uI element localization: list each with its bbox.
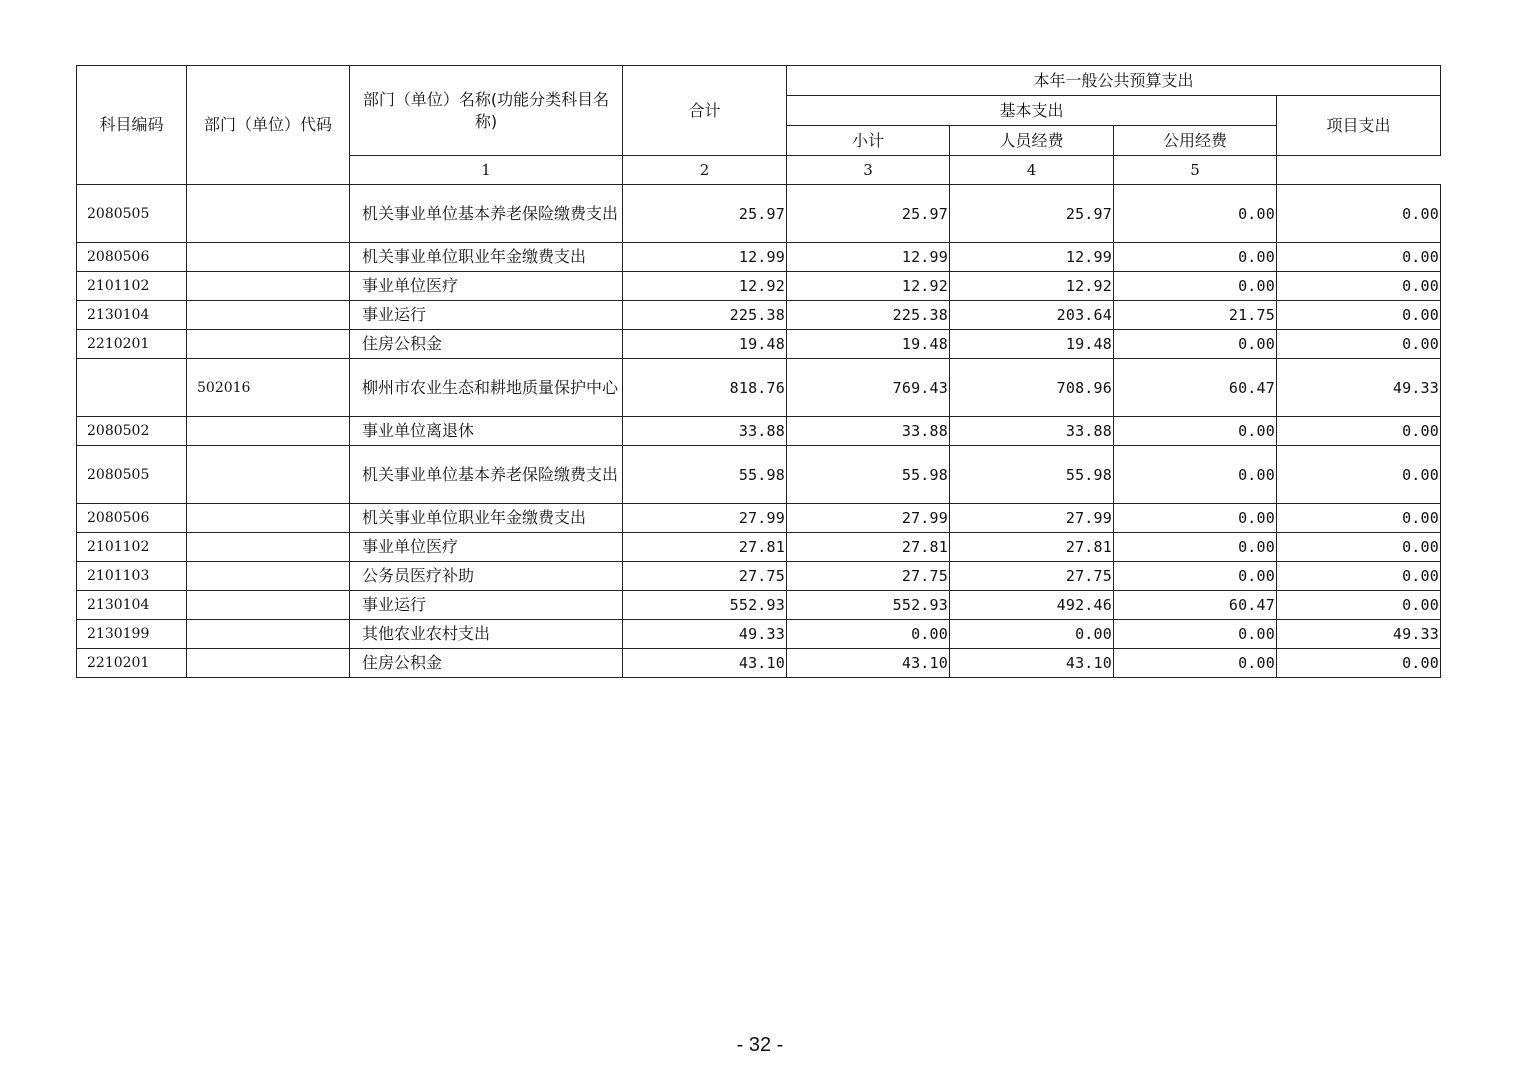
- cell-name: 事业运行: [350, 301, 623, 330]
- cell-subject-code: 2080505: [77, 185, 187, 243]
- table-row: [77, 185, 1441, 243]
- cell-personnel: 25.97: [950, 185, 1114, 243]
- cell-public: 0.00: [1114, 562, 1277, 591]
- table-row: [77, 330, 1441, 359]
- cell-project: 0.00: [1277, 591, 1441, 620]
- cell-name: 机关事业单位职业年金缴费支出: [350, 504, 623, 533]
- cell-project: 0.00: [1277, 185, 1441, 243]
- cell-project: 0.00: [1277, 301, 1441, 330]
- cell-personnel: 0.00: [950, 620, 1114, 649]
- cell-personnel: 12.99: [950, 243, 1114, 272]
- cell-dept-code: [187, 562, 350, 591]
- cell-public: 0.00: [1114, 446, 1277, 504]
- table-row: [77, 533, 1441, 562]
- cell-subtotal: 27.75: [787, 562, 950, 591]
- table-row: [77, 446, 1441, 504]
- table-row: [77, 243, 1441, 272]
- cell-personnel: 33.88: [950, 417, 1114, 446]
- cell-total: 225.38: [623, 301, 787, 330]
- cell-project: 0.00: [1277, 562, 1441, 591]
- cell-dept-code: [187, 620, 350, 649]
- cell-personnel: 19.48: [950, 330, 1114, 359]
- cell-total: 27.99: [623, 504, 787, 533]
- cell-public: 0.00: [1114, 243, 1277, 272]
- header-index-4: 4: [950, 156, 1114, 185]
- cell-public: 60.47: [1114, 359, 1277, 417]
- cell-public: 0.00: [1114, 533, 1277, 562]
- cell-public: 60.47: [1114, 591, 1277, 620]
- header-subject-code: 科目编码: [77, 66, 187, 185]
- cell-total: 27.81: [623, 533, 787, 562]
- header-index-3: 3: [787, 156, 950, 185]
- header-project-expenditure: 项目支出: [1277, 96, 1441, 156]
- cell-name: 机关事业单位基本养老保险缴费支出: [350, 185, 623, 243]
- cell-subject-code: [77, 359, 187, 417]
- table-row: [77, 562, 1441, 591]
- cell-dept-code: [187, 272, 350, 301]
- header-basic-expenditure-group: 基本支出: [787, 96, 1277, 126]
- cell-name: 住房公积金: [350, 649, 623, 678]
- cell-total: 55.98: [623, 446, 787, 504]
- cell-name: 住房公积金: [350, 330, 623, 359]
- cell-project: 0.00: [1277, 446, 1441, 504]
- cell-public: 0.00: [1114, 649, 1277, 678]
- cell-subject-code: 2210201: [77, 330, 187, 359]
- cell-subject-code: 2130104: [77, 301, 187, 330]
- cell-subtotal: 769.43: [787, 359, 950, 417]
- cell-personnel: 12.92: [950, 272, 1114, 301]
- cell-total: 818.76: [623, 359, 787, 417]
- cell-public: 0.00: [1114, 417, 1277, 446]
- cell-subtotal: 225.38: [787, 301, 950, 330]
- cell-personnel: 492.46: [950, 591, 1114, 620]
- cell-subject-code: 2130104: [77, 591, 187, 620]
- table-row-dept-total: [77, 359, 1441, 417]
- header-subtotal: 小计: [787, 126, 950, 156]
- cell-project: 0.00: [1277, 272, 1441, 301]
- cell-name: 机关事业单位职业年金缴费支出: [350, 243, 623, 272]
- table-row: [77, 417, 1441, 446]
- cell-public: 0.00: [1114, 620, 1277, 649]
- cell-personnel: 55.98: [950, 446, 1114, 504]
- header-index-2: 2: [623, 156, 787, 185]
- table-row: [77, 272, 1441, 301]
- cell-name: 柳州市农业生态和耕地质量保护中心: [350, 359, 623, 417]
- cell-personnel: 27.81: [950, 533, 1114, 562]
- cell-dept-code: [187, 301, 350, 330]
- cell-name: 公务员医疗补助: [350, 562, 623, 591]
- cell-total: 25.97: [623, 185, 787, 243]
- budget-expenditure-table: [76, 65, 1441, 678]
- cell-total: 33.88: [623, 417, 787, 446]
- cell-public: 0.00: [1114, 330, 1277, 359]
- cell-subtotal: 43.10: [787, 649, 950, 678]
- header-total: 合计: [623, 66, 787, 156]
- cell-subject-code: 2080502: [77, 417, 187, 446]
- cell-dept-code: [187, 417, 350, 446]
- header-index-5: 5: [1114, 156, 1277, 185]
- cell-dept-code: [187, 330, 350, 359]
- cell-name: 机关事业单位基本养老保险缴费支出: [350, 446, 623, 504]
- cell-subject-code: 2080506: [77, 504, 187, 533]
- cell-dept-code: [187, 504, 350, 533]
- cell-personnel: 203.64: [950, 301, 1114, 330]
- header-dept-name: 部门（单位）名称(功能分类科目名称): [350, 66, 623, 156]
- header-public-cost: 公用经费: [1114, 126, 1277, 156]
- cell-subject-code: 2210201: [77, 649, 187, 678]
- cell-total: 552.93: [623, 591, 787, 620]
- cell-project: 0.00: [1277, 533, 1441, 562]
- table-row: [77, 591, 1441, 620]
- cell-subtotal: 552.93: [787, 591, 950, 620]
- cell-total: 27.75: [623, 562, 787, 591]
- cell-personnel: 708.96: [950, 359, 1114, 417]
- cell-subject-code: 2101102: [77, 272, 187, 301]
- cell-subtotal: 25.97: [787, 185, 950, 243]
- cell-total: 12.92: [623, 272, 787, 301]
- table-row: [77, 620, 1441, 649]
- cell-personnel: 27.75: [950, 562, 1114, 591]
- cell-project: 0.00: [1277, 330, 1441, 359]
- cell-total: 12.99: [623, 243, 787, 272]
- cell-dept-code: [187, 533, 350, 562]
- cell-subtotal: 55.98: [787, 446, 950, 504]
- header-annual-budget-group: 本年一般公共预算支出: [787, 66, 1441, 96]
- cell-dept-code: [187, 591, 350, 620]
- cell-dept-code: 502016: [187, 359, 350, 417]
- cell-project: 49.33: [1277, 620, 1441, 649]
- cell-subtotal: 0.00: [787, 620, 950, 649]
- cell-total: 43.10: [623, 649, 787, 678]
- cell-subject-code: 2130199: [77, 620, 187, 649]
- table-row: [77, 504, 1441, 533]
- table-body: [77, 185, 1441, 678]
- cell-dept-code: [187, 446, 350, 504]
- cell-project: 0.00: [1277, 417, 1441, 446]
- cell-public: 21.75: [1114, 301, 1277, 330]
- cell-total: 49.33: [623, 620, 787, 649]
- header-index-1: 1: [350, 156, 623, 185]
- cell-subtotal: 12.92: [787, 272, 950, 301]
- cell-dept-code: [187, 185, 350, 243]
- cell-public: 0.00: [1114, 185, 1277, 243]
- cell-project: 0.00: [1277, 243, 1441, 272]
- cell-project: 0.00: [1277, 504, 1441, 533]
- cell-dept-code: [187, 243, 350, 272]
- cell-subject-code: 2080505: [77, 446, 187, 504]
- cell-project: 49.33: [1277, 359, 1441, 417]
- cell-name: 事业单位离退休: [350, 417, 623, 446]
- cell-public: 0.00: [1114, 272, 1277, 301]
- cell-subtotal: 33.88: [787, 417, 950, 446]
- table-row: [77, 301, 1441, 330]
- header-dept-code: 部门（单位）代码: [187, 66, 350, 185]
- cell-personnel: 27.99: [950, 504, 1114, 533]
- cell-subtotal: 12.99: [787, 243, 950, 272]
- cell-name: 事业单位医疗: [350, 272, 623, 301]
- cell-project: 0.00: [1277, 649, 1441, 678]
- cell-total: 19.48: [623, 330, 787, 359]
- cell-subtotal: 19.48: [787, 330, 950, 359]
- table-row: [77, 649, 1441, 678]
- cell-name: 事业运行: [350, 591, 623, 620]
- header-personnel-cost: 人员经费: [950, 126, 1114, 156]
- cell-subject-code: 2080506: [77, 243, 187, 272]
- cell-subject-code: 2101102: [77, 533, 187, 562]
- cell-public: 0.00: [1114, 504, 1277, 533]
- page-number: - 32 -: [736, 1034, 784, 1056]
- cell-name: 事业单位医疗: [350, 533, 623, 562]
- cell-subject-code: 2101103: [77, 562, 187, 591]
- cell-subtotal: 27.99: [787, 504, 950, 533]
- table-header: [77, 66, 1441, 185]
- cell-name: 其他农业农村支出: [350, 620, 623, 649]
- cell-dept-code: [187, 649, 350, 678]
- cell-subtotal: 27.81: [787, 533, 950, 562]
- cell-personnel: 43.10: [950, 649, 1114, 678]
